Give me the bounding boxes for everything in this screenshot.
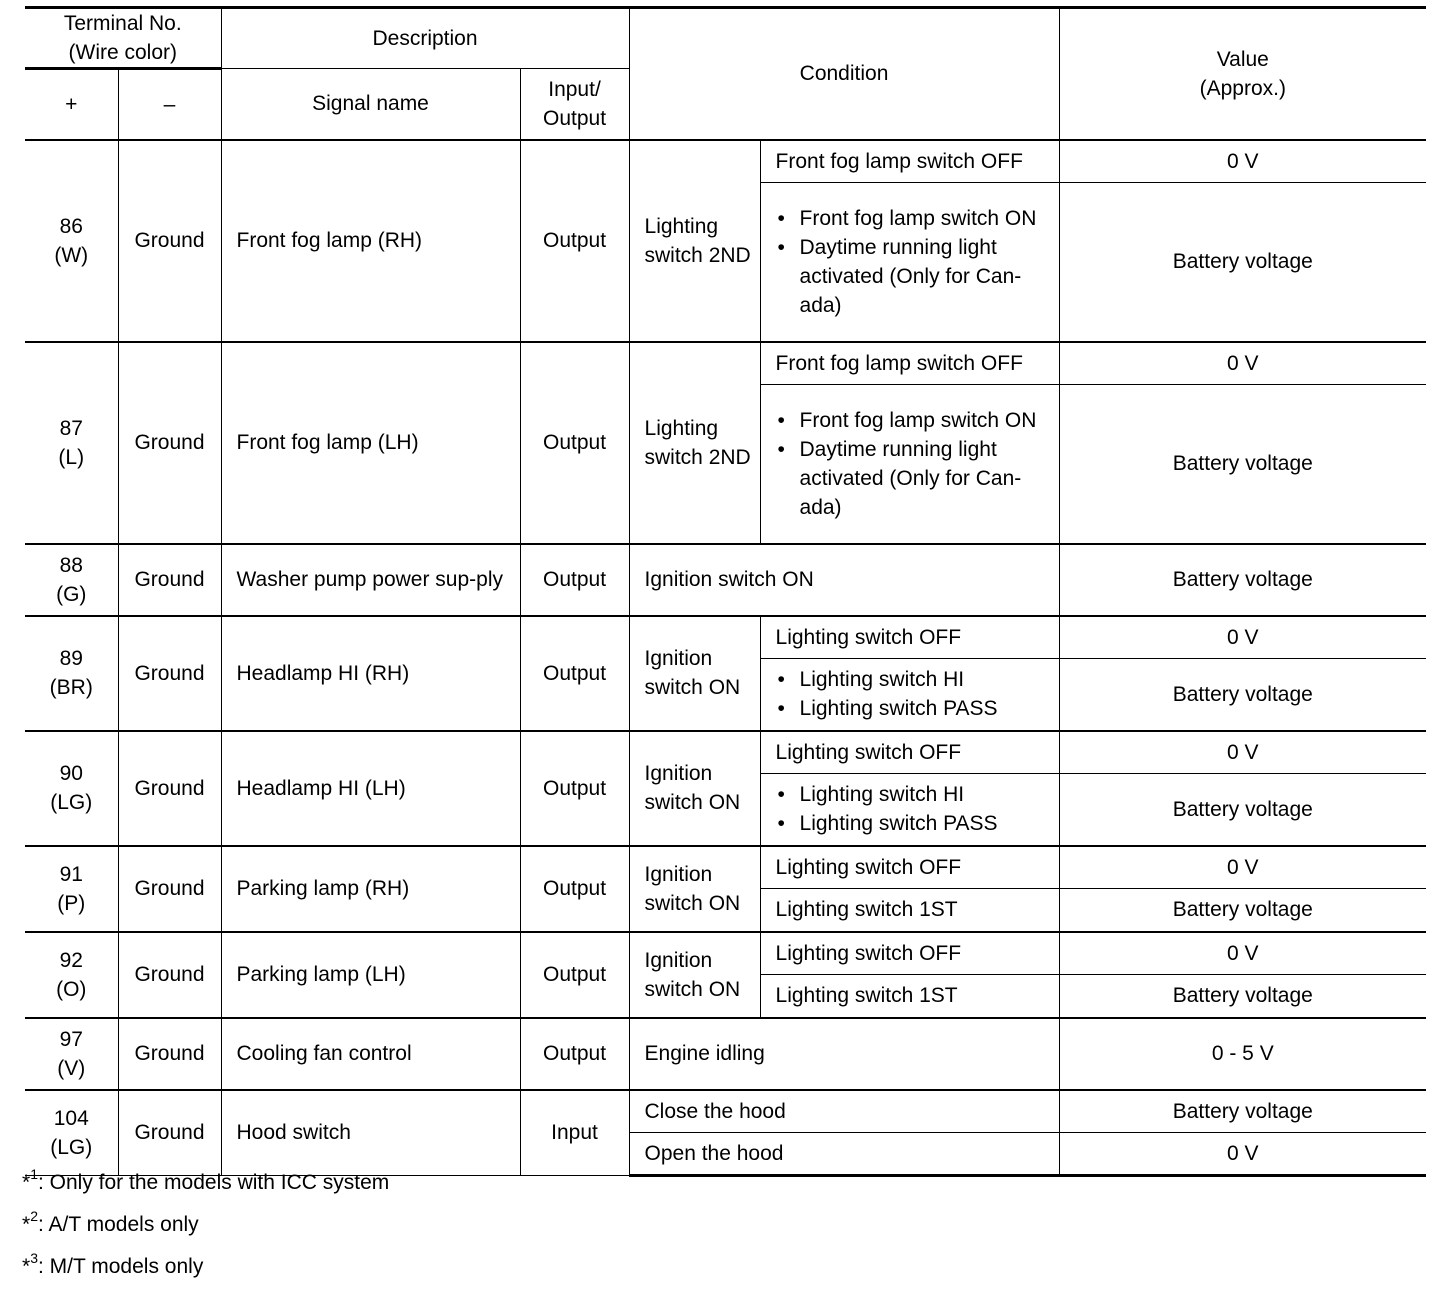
io-cell: Output: [520, 342, 629, 544]
bullet-item: • Lighting switch HI: [776, 665, 1053, 694]
value-cell: 0 V: [1059, 342, 1426, 385]
table-row: [25, 1090, 1426, 1133]
ground-cell: Ground: [118, 731, 221, 846]
table-row: [25, 1018, 1426, 1090]
condition-sub-cell: [760, 183, 1059, 342]
signal-name-cell: Headlamp HI (RH): [221, 616, 520, 731]
condition-cell: Ignition switch ON: [629, 544, 1059, 616]
bullet-item: • Daytime running light activated (Only for Can-ada): [776, 435, 1053, 522]
table-row: [25, 342, 1426, 385]
signal-name-cell: Front fog lamp (LH): [221, 342, 520, 544]
condition-main-cell: Ignition switch ON: [629, 731, 760, 846]
signal-name-cell: Hood switch: [221, 1090, 520, 1176]
header-description: Description: [221, 8, 629, 69]
signal-name-cell: Parking lamp (LH): [221, 932, 520, 1018]
value-cell: Battery voltage: [1059, 774, 1426, 846]
condition-main-cell: Ignition switch ON: [629, 616, 760, 731]
terminal-cell: 87 (L): [25, 342, 118, 544]
table-row: [25, 731, 1426, 774]
condition-cell: Engine idling: [629, 1018, 1059, 1090]
bullet-item: • Daytime running light activated (Only for Can-ada): [776, 233, 1053, 320]
condition-main-cell: Lighting switch 2ND: [629, 140, 760, 342]
value-cell: 0 V: [1059, 932, 1426, 975]
bullet-item: • Lighting switch PASS: [776, 809, 1053, 838]
header-terminal-no: Terminal No. (Wire color): [25, 8, 221, 69]
condition-sub-cell: Front fog lamp switch OFF: [760, 140, 1059, 183]
terminal-cell: 92 (O): [25, 932, 118, 1018]
io-cell: Output: [520, 140, 629, 342]
bullet-item: • Lighting switch HI: [776, 780, 1053, 809]
value-cell: 0 V: [1059, 731, 1426, 774]
terminal-cell: 97 (V): [25, 1018, 118, 1090]
value-cell: Battery voltage: [1059, 659, 1426, 731]
condition-main-cell: Ignition switch ON: [629, 846, 760, 932]
ground-cell: Ground: [118, 846, 221, 932]
condition-sub-cell: Front fog lamp switch OFF: [760, 342, 1059, 385]
io-cell: Output: [520, 731, 629, 846]
condition-cell: Close the hood: [629, 1090, 1059, 1133]
condition-sub-cell: [760, 774, 1059, 846]
ground-cell: Ground: [118, 616, 221, 731]
signal-name-cell: Washer pump power sup-ply: [221, 544, 520, 616]
table-row: [25, 544, 1426, 616]
condition-cell: Open the hood: [629, 1133, 1059, 1176]
header-minus: –: [118, 69, 221, 140]
condition-sub-cell: Lighting switch 1ST: [760, 889, 1059, 932]
value-cell: Battery voltage: [1059, 975, 1426, 1018]
footnotes: [22, 1168, 389, 1294]
io-cell: Output: [520, 932, 629, 1018]
terminal-cell: 104 (LG): [25, 1090, 118, 1176]
value-cell: Battery voltage: [1059, 183, 1426, 342]
terminal-cell: 86 (W): [25, 140, 118, 342]
bullet-item: • Lighting switch PASS: [776, 694, 1053, 723]
signal-name-cell: Parking lamp (RH): [221, 846, 520, 932]
value-cell: 0 V: [1059, 616, 1426, 659]
io-cell: Output: [520, 544, 629, 616]
signal-name-cell: Headlamp HI (LH): [221, 731, 520, 846]
terminal-cell: 89 (BR): [25, 616, 118, 731]
condition-main-cell: Lighting switch 2ND: [629, 342, 760, 544]
bullet-item: • Front fog lamp switch ON: [776, 204, 1053, 233]
condition-sub-cell: [760, 385, 1059, 544]
ground-cell: Ground: [118, 342, 221, 544]
table-row: [25, 140, 1426, 183]
ground-cell: Ground: [118, 932, 221, 1018]
value-cell: Battery voltage: [1059, 1090, 1426, 1133]
signal-name-cell: Front fog lamp (RH): [221, 140, 520, 342]
table-row: [25, 616, 1426, 659]
terminal-spec-table: [25, 6, 1426, 1177]
io-cell: Output: [520, 1018, 629, 1090]
table-row: [25, 932, 1426, 975]
ground-cell: Ground: [118, 1018, 221, 1090]
condition-sub-cell: [760, 659, 1059, 731]
condition-sub-cell: Lighting switch OFF: [760, 731, 1059, 774]
ground-cell: Ground: [118, 140, 221, 342]
terminal-cell: 88 (G): [25, 544, 118, 616]
header-value: Value (Approx.): [1059, 8, 1426, 140]
value-cell: Battery voltage: [1059, 889, 1426, 932]
signal-name-cell: Cooling fan control: [221, 1018, 520, 1090]
condition-sub-cell: Lighting switch OFF: [760, 846, 1059, 889]
io-cell: Input: [520, 1090, 629, 1176]
ground-cell: Ground: [118, 544, 221, 616]
footnote-2: *$^2$: A/T models only: [22, 1208, 199, 1236]
value-cell: 0 V: [1059, 1133, 1426, 1176]
header-signal-name: Signal name: [221, 69, 520, 140]
condition-sub-cell: Lighting switch OFF: [760, 932, 1059, 975]
io-cell: Output: [520, 616, 629, 731]
bullet-item: • Front fog lamp switch ON: [776, 406, 1053, 435]
header-condition: Condition: [629, 8, 1059, 140]
value-cell: 0 V: [1059, 140, 1426, 183]
terminal-cell: 91 (P): [25, 846, 118, 932]
value-cell: 0 V: [1059, 846, 1426, 889]
value-cell: Battery voltage: [1059, 544, 1426, 616]
footnote-3: *$^3$: M/T models only: [22, 1250, 204, 1278]
header-plus: +: [25, 69, 118, 140]
value-cell: 0 - 5 V: [1059, 1018, 1426, 1090]
condition-sub-cell: Lighting switch 1ST: [760, 975, 1059, 1018]
table-row: [25, 846, 1426, 889]
terminal-cell: 90 (LG): [25, 731, 118, 846]
ground-cell: Ground: [118, 1090, 221, 1176]
condition-sub-cell: Lighting switch OFF: [760, 616, 1059, 659]
header-input-output: Input/ Output: [520, 69, 629, 140]
footnote-1: *$^1$: Only for the models with ICC system: [22, 1166, 390, 1194]
value-cell: Battery voltage: [1059, 385, 1426, 544]
condition-main-cell: Ignition switch ON: [629, 932, 760, 1018]
io-cell: Output: [520, 846, 629, 932]
